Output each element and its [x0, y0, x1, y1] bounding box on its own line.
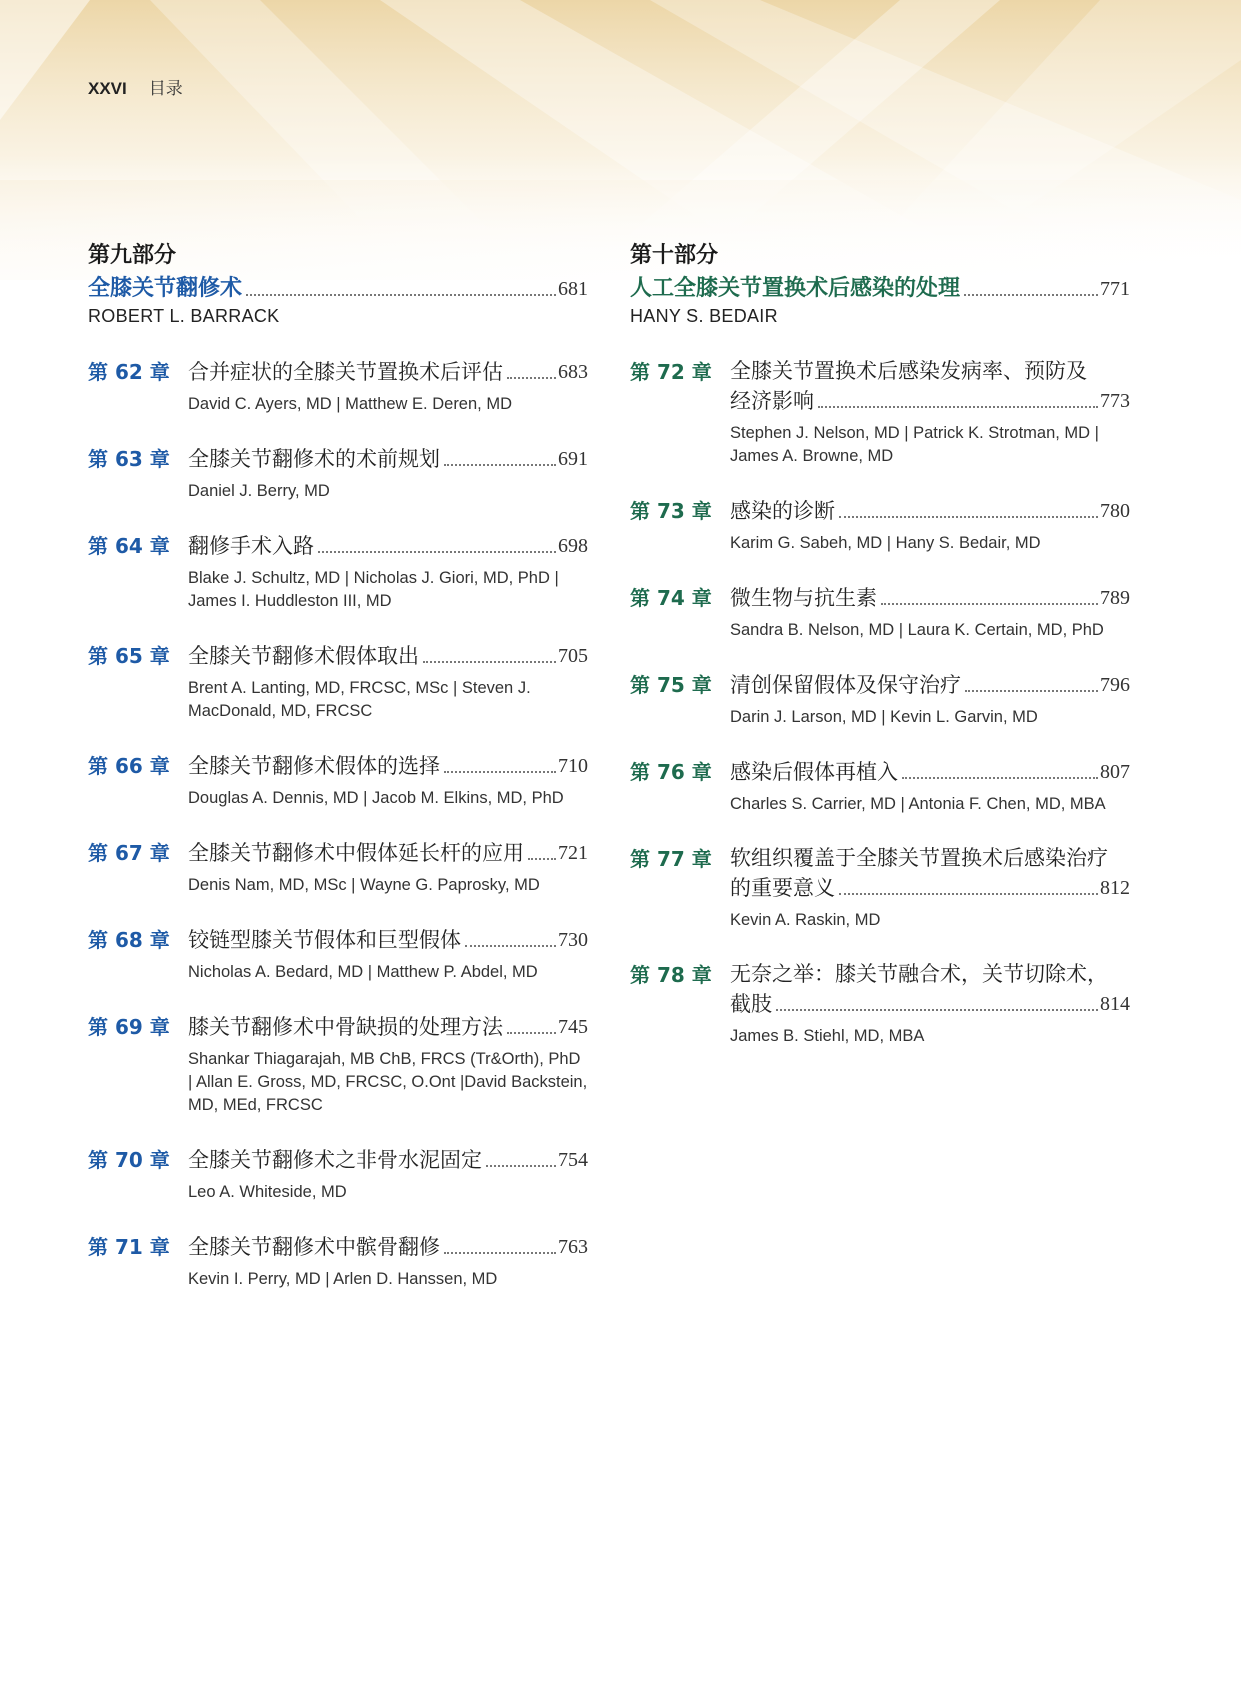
chapter-title: 全膝关节翻修术中髌骨翻修 — [188, 1235, 440, 1259]
dot-leader — [486, 1165, 556, 1167]
dot-leader — [964, 294, 1098, 296]
dot-leader — [444, 771, 556, 773]
chapter-title: 膝关节翻修术中骨缺损的处理方法 — [188, 1015, 503, 1039]
chapter-entry[interactable] — [88, 641, 588, 723]
chapter-authors: Kevin I. Perry, MD | Arlen D. Hanssen, MD — [188, 1270, 498, 1288]
chapter-label: 第 64 章 — [88, 534, 170, 558]
chapter-title: 全膝关节翻修术假体的选择 — [188, 754, 440, 778]
chapter-title: 微生物与抗生素 — [730, 586, 877, 610]
part-subtitle: 人工全膝关节置换术后感染的处理 — [630, 276, 961, 301]
part-subtitle: 全膝关节翻修术 — [88, 276, 243, 301]
chapter-label: 第 68 章 — [88, 928, 170, 952]
chapter-title: 翻修手术入路 — [188, 534, 314, 558]
chapter-label: 第 73 章 — [630, 499, 712, 523]
chapter-entry[interactable] — [88, 838, 588, 897]
page-number: 745 — [558, 1016, 588, 1038]
dot-leader — [444, 464, 556, 466]
chapter-authors: David C. Ayers, MD | Matthew E. Deren, MD — [188, 395, 512, 413]
part-title: 第九部分 — [88, 243, 177, 268]
chapter-label: 第 77 章 — [630, 847, 712, 871]
page-number: 814 — [1100, 993, 1130, 1015]
chapter-label: 第 67 章 — [88, 841, 170, 865]
chapter-label: 第 78 章 — [630, 963, 712, 987]
chapter-label: 第 74 章 — [630, 586, 712, 610]
chapter-entry[interactable] — [630, 496, 1130, 555]
chapter-title: 的重要意义 — [730, 876, 835, 900]
chapter-authors: Daniel J. Berry, MD — [188, 482, 330, 500]
chapter-title: 合并症状的全膝关节置换术后评估 — [188, 360, 503, 384]
page-header — [88, 74, 183, 99]
dot-leader — [423, 661, 556, 663]
dot-leader — [528, 858, 556, 860]
part-entry[interactable] — [88, 272, 588, 304]
chapter-title: 感染后假体再植入 — [730, 760, 898, 784]
chapter-label: 第 62 章 — [88, 360, 170, 384]
chapter-entry[interactable] — [630, 670, 1130, 729]
header-label: 目录 — [148, 79, 183, 99]
chapter-label: 第 72 章 — [630, 360, 712, 384]
page-number: 780 — [1100, 500, 1130, 522]
page-number: 796 — [1100, 674, 1130, 696]
page-number: 721 — [558, 842, 588, 864]
page-number: 771 — [1100, 278, 1130, 300]
chapter-entry[interactable] — [88, 357, 588, 416]
chapter-label: 第 70 章 — [88, 1148, 170, 1172]
page-number: 698 — [558, 535, 588, 557]
page-number: 705 — [558, 645, 588, 667]
chapter-authors: Shankar Thiagarajah, MB ChB, FRCS (Tr&Orth), PhD | Allan E. Gross, MD, FRCSC, O.Ont |David Backstein, MD, MEd, FRCSC — [188, 1050, 588, 1114]
page-number: 730 — [558, 929, 588, 951]
chapter-entry[interactable] — [88, 925, 588, 984]
page-number: 691 — [558, 448, 588, 470]
chapter-title: 全膝关节翻修术之非骨水泥固定 — [188, 1148, 482, 1172]
page-number: 710 — [558, 755, 588, 777]
toc-column-right — [630, 240, 1130, 1048]
chapter-entry[interactable] — [630, 357, 1130, 468]
page-number: 807 — [1100, 761, 1130, 783]
chapter-label: 第 71 章 — [88, 1235, 170, 1259]
dot-leader — [507, 1032, 556, 1034]
chapter-entry[interactable] — [630, 757, 1130, 816]
chapter-authors: Leo A. Whiteside, MD — [188, 1183, 347, 1201]
dot-leader — [507, 377, 556, 379]
chapter-label: 第 63 章 — [88, 447, 170, 471]
page-number: 812 — [1100, 877, 1130, 899]
dot-leader — [444, 1252, 556, 1254]
chapter-title: 截肢 — [730, 992, 772, 1016]
chapter-title: 感染的诊断 — [730, 499, 835, 523]
chapter-entry[interactable] — [630, 583, 1130, 642]
page-number: 683 — [558, 361, 588, 383]
chapter-authors: Blake J. Schultz, MD | Nicholas J. Giori, MD, PhD | James I. Huddleston III, MD — [188, 569, 559, 610]
dot-leader — [839, 516, 1098, 518]
part-editor: HANY S. BEDAIR — [630, 306, 778, 326]
chapter-label: 第 69 章 — [88, 1015, 170, 1039]
page-number: 789 — [1100, 587, 1130, 609]
chapter-entry[interactable] — [88, 751, 588, 810]
dot-leader — [902, 777, 1098, 779]
dot-leader — [246, 294, 556, 296]
dot-leader — [965, 690, 1098, 692]
chapter-title: 全膝关节翻修术中假体延长杆的应用 — [188, 841, 524, 865]
chapter-title-line: 全膝关节置换术后感染发病率、预防及 — [730, 359, 1087, 383]
dot-leader — [776, 1009, 1098, 1011]
chapter-authors: James B. Stiehl, MD, MBA — [730, 1027, 925, 1045]
chapter-authors: Stephen J. Nelson, MD | Patrick K. Strotman, MD | James A. Browne, MD — [730, 424, 1099, 465]
chapter-label: 第 76 章 — [630, 760, 712, 784]
chapter-authors: Darin J. Larson, MD | Kevin L. Garvin, MD — [730, 708, 1038, 726]
chapter-label: 第 66 章 — [88, 754, 170, 778]
page-number: 754 — [558, 1149, 588, 1171]
chapter-label: 第 75 章 — [630, 673, 712, 697]
chapter-authors: Nicholas A. Bedard, MD | Matthew P. Abdel, MD — [188, 963, 538, 981]
chapter-title: 铰链型膝关节假体和巨型假体 — [188, 928, 461, 952]
dot-leader — [465, 945, 556, 947]
dot-leader — [818, 406, 1098, 408]
page-number: 681 — [558, 278, 588, 300]
dot-leader — [881, 603, 1098, 605]
chapter-authors: Brent A. Lanting, MD, FRCSC, MSc | Steven J. MacDonald, MD, FRCSC — [188, 679, 531, 720]
part-entry[interactable] — [630, 272, 1130, 304]
chapter-authors: Douglas A. Dennis, MD | Jacob M. Elkins, MD, PhD — [188, 789, 564, 807]
chapter-authors: Denis Nam, MD, MSc | Wayne G. Paprosky, MD — [188, 876, 540, 894]
dot-leader — [318, 551, 556, 553]
chapter-title-line: 无奈之举：膝关节融合术，关节切除术， — [730, 962, 1108, 986]
part-title: 第十部分 — [630, 243, 719, 268]
chapter-title-line: 软组织覆盖于全膝关节置换术后感染治疗 — [730, 846, 1108, 870]
chapter-entry[interactable] — [630, 960, 1130, 1048]
part-editor: ROBERT L. BARRACK — [88, 306, 280, 326]
chapter-entry[interactable] — [88, 1232, 588, 1291]
chapter-label: 第 65 章 — [88, 644, 170, 668]
chapter-authors: Sandra B. Nelson, MD | Laura K. Certain, MD, PhD — [730, 621, 1104, 639]
page-number: XXVI — [88, 79, 127, 98]
toc-column-left — [88, 240, 588, 1291]
chapter-entry[interactable] — [88, 531, 588, 613]
chapter-title: 全膝关节翻修术假体取出 — [188, 644, 419, 668]
chapter-entry[interactable] — [630, 844, 1130, 932]
chapter-authors: Kevin A. Raskin, MD — [730, 911, 881, 929]
chapter-entry[interactable] — [88, 1145, 588, 1204]
chapter-entry[interactable] — [88, 1012, 588, 1117]
chapter-title: 全膝关节翻修术的术前规划 — [188, 447, 440, 471]
chapter-entry[interactable] — [88, 444, 588, 503]
page-number: 763 — [558, 1236, 588, 1258]
dot-leader — [839, 893, 1098, 895]
chapter-authors: Karim G. Sabeh, MD | Hany S. Bedair, MD — [730, 534, 1041, 552]
chapter-title: 清创保留假体及保守治疗 — [730, 673, 961, 697]
page-number: 773 — [1100, 390, 1130, 412]
chapter-title: 经济影响 — [730, 389, 814, 413]
chapter-authors: Charles S. Carrier, MD | Antonia F. Chen, MD, MBA — [730, 795, 1106, 813]
